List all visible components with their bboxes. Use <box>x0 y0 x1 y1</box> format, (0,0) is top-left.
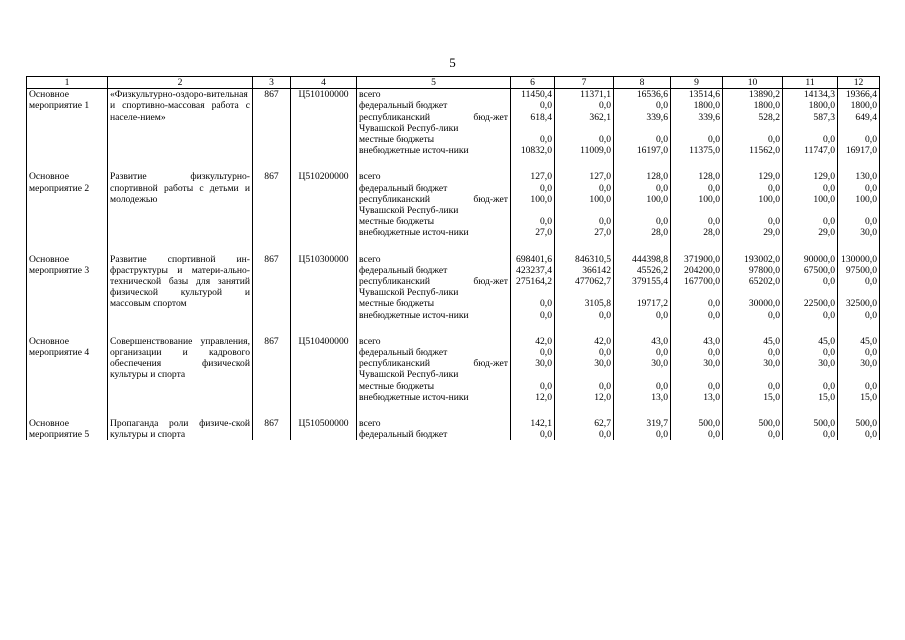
value-cell: 846310,5 <box>555 254 614 265</box>
source-cell: федеральный бюджет <box>357 347 511 358</box>
value-cell: 500,0 <box>723 418 783 429</box>
value-cell: 0,0 <box>671 134 723 145</box>
value-cell: 13,0 <box>671 392 723 403</box>
value-cell: 366142 <box>555 265 614 276</box>
value-cell: 19717,2 <box>614 298 671 309</box>
value-cell: 11450,4 <box>511 89 555 101</box>
value-cell: 30,0 <box>555 358 614 380</box>
spacer-cell <box>357 239 511 254</box>
column-number-header: 11 <box>783 77 838 89</box>
value-cell: 0,0 <box>671 183 723 194</box>
value-cell: 0,0 <box>614 381 671 392</box>
value-cell: 339,6 <box>614 112 671 134</box>
value-cell: 500,0 <box>838 418 880 429</box>
value-cell: 67500,0 <box>783 265 838 276</box>
value-cell: 0,0 <box>723 429 783 440</box>
value-cell: 444398,8 <box>614 254 671 265</box>
value-cell: 587,3 <box>783 112 838 134</box>
source-cell: всего <box>357 418 511 429</box>
value-cell: 90000,0 <box>783 254 838 265</box>
spacer-cell <box>291 239 357 254</box>
spacer-cell <box>555 156 614 171</box>
spacer-cell <box>253 156 291 171</box>
spacer-cell <box>555 321 614 336</box>
spacer-cell <box>291 403 357 418</box>
value-cell: 0,0 <box>614 100 671 111</box>
source-cell: федеральный бюджет <box>357 183 511 194</box>
value-cell: 204200,0 <box>671 265 723 276</box>
column-number-header: 7 <box>555 77 614 89</box>
value-cell: 43,0 <box>671 336 723 347</box>
table-body <box>27 89 880 441</box>
value-cell: 43,0 <box>614 336 671 347</box>
value-cell: 11371,1 <box>555 89 614 101</box>
spacer-cell <box>671 239 723 254</box>
value-cell: 0,0 <box>511 429 555 440</box>
code-cell: 867 <box>253 171 291 238</box>
activity-cell: Основное мероприятие 3 <box>27 254 108 321</box>
column-number-header: 8 <box>614 77 671 89</box>
value-cell: 0,0 <box>555 381 614 392</box>
spacer-cell <box>357 156 511 171</box>
column-number-header: 9 <box>671 77 723 89</box>
source-cell: внебюджетные источ-ники <box>357 310 511 321</box>
value-cell: 29,0 <box>723 227 783 238</box>
value-cell: 0,0 <box>783 183 838 194</box>
value-cell: 30,0 <box>614 358 671 380</box>
value-cell: 1800,0 <box>723 100 783 111</box>
value-cell: 16917,0 <box>838 145 880 156</box>
value-cell: 0,0 <box>614 429 671 440</box>
spacer-cell <box>614 321 671 336</box>
value-cell: 0,0 <box>671 310 723 321</box>
spacer-cell <box>253 403 291 418</box>
spacer-cell <box>253 239 291 254</box>
source-cell: всего <box>357 171 511 182</box>
column-number-header: 5 <box>357 77 511 89</box>
value-cell: 45,0 <box>723 336 783 347</box>
value-cell: 0,0 <box>838 134 880 145</box>
source-cell: внебюджетные источ-ники <box>357 227 511 238</box>
value-cell: 0,0 <box>723 381 783 392</box>
value-cell: 13,0 <box>614 392 671 403</box>
value-cell: 0,0 <box>614 216 671 227</box>
value-cell: 0,0 <box>783 347 838 358</box>
column-number-header: 12 <box>838 77 880 89</box>
value-cell: 0,0 <box>838 216 880 227</box>
value-cell: 0,0 <box>555 429 614 440</box>
value-cell: 29,0 <box>783 227 838 238</box>
spacer-cell <box>108 403 253 418</box>
spacer-cell <box>723 321 783 336</box>
spacer-cell <box>108 239 253 254</box>
spacer-cell <box>27 403 108 418</box>
value-cell: 13890,2 <box>723 89 783 101</box>
value-cell: 379155,4 <box>614 276 671 298</box>
header-row <box>27 77 880 89</box>
value-cell: 423237,4 <box>511 265 555 276</box>
description-cell: Развитие спортивной ин-фраструктуры и матери-ально-технической базы для занятий физической культурой и массовым спортом <box>108 254 253 321</box>
spacer-cell <box>838 239 880 254</box>
value-cell: 319,7 <box>614 418 671 429</box>
value-cell: 45,0 <box>838 336 880 347</box>
value-cell: 0,0 <box>555 183 614 194</box>
source-cell: федеральный бюджет <box>357 429 511 440</box>
spacer-cell <box>357 321 511 336</box>
spacer-cell <box>555 403 614 418</box>
value-cell: 16536,6 <box>614 89 671 101</box>
budget-table <box>26 76 880 440</box>
spacer-cell <box>614 156 671 171</box>
column-number-header: 1 <box>27 77 108 89</box>
value-cell: 128,0 <box>671 171 723 182</box>
spacer-cell <box>511 156 555 171</box>
value-cell: 649,4 <box>838 112 880 134</box>
value-cell: 14134,3 <box>783 89 838 101</box>
value-cell: 0,0 <box>511 347 555 358</box>
value-cell: 129,0 <box>783 171 838 182</box>
value-cell: 193002,0 <box>723 254 783 265</box>
value-cell: 0,0 <box>511 216 555 227</box>
value-cell: 371900,0 <box>671 254 723 265</box>
value-cell: 0,0 <box>511 310 555 321</box>
value-cell: 97500,0 <box>838 265 880 276</box>
value-cell: 0,0 <box>511 298 555 309</box>
code-cell: 867 <box>253 336 291 403</box>
value-cell: 477062,7 <box>555 276 614 298</box>
source-cell: местные бюджеты <box>357 134 511 145</box>
value-cell: 42,0 <box>555 336 614 347</box>
source-cell: всего <box>357 89 511 101</box>
spacer-cell <box>838 156 880 171</box>
source-cell: республиканский бюд-жет Чувашской Респуб-лики <box>357 276 511 298</box>
value-cell: 15,0 <box>783 392 838 403</box>
classification-cell: Ц510300000 <box>291 254 357 321</box>
source-cell: республиканский бюд-жет Чувашской Респуб-лики <box>357 112 511 134</box>
spacer-cell <box>291 321 357 336</box>
value-cell: 42,0 <box>511 336 555 347</box>
value-cell: 1800,0 <box>671 100 723 111</box>
table-row <box>27 171 880 182</box>
value-cell: 0,0 <box>783 381 838 392</box>
column-number-header: 2 <box>108 77 253 89</box>
value-cell: 100,0 <box>783 194 838 216</box>
value-cell: 129,0 <box>723 171 783 182</box>
value-cell: 0,0 <box>555 216 614 227</box>
classification-cell: Ц510200000 <box>291 171 357 238</box>
value-cell: 65202,0 <box>723 276 783 298</box>
spacer-cell <box>783 239 838 254</box>
group-spacer <box>27 403 880 418</box>
value-cell: 100,0 <box>555 194 614 216</box>
value-cell: 500,0 <box>783 418 838 429</box>
group-spacer <box>27 156 880 171</box>
column-number-header: 4 <box>291 77 357 89</box>
spacer-cell <box>783 403 838 418</box>
table-row <box>27 418 880 429</box>
value-cell: 62,7 <box>555 418 614 429</box>
value-cell: 0,0 <box>511 134 555 145</box>
value-cell: 0,0 <box>838 381 880 392</box>
spacer-cell <box>253 321 291 336</box>
spacer-cell <box>357 403 511 418</box>
spacer-cell <box>783 156 838 171</box>
column-number-header: 10 <box>723 77 783 89</box>
value-cell: 0,0 <box>783 276 838 298</box>
value-cell: 0,0 <box>671 347 723 358</box>
spacer-cell <box>511 321 555 336</box>
value-cell: 15,0 <box>723 392 783 403</box>
classification-cell: Ц510100000 <box>291 89 357 157</box>
value-cell: 0,0 <box>555 310 614 321</box>
spacer-cell <box>27 239 108 254</box>
value-cell: 142,1 <box>511 418 555 429</box>
spacer-cell <box>27 156 108 171</box>
value-cell: 0,0 <box>671 216 723 227</box>
activity-cell: Основное мероприятие 1 <box>27 89 108 157</box>
value-cell: 45526,2 <box>614 265 671 276</box>
value-cell: 339,6 <box>671 112 723 134</box>
value-cell: 15,0 <box>838 392 880 403</box>
value-cell: 0,0 <box>671 381 723 392</box>
value-cell: 0,0 <box>723 183 783 194</box>
value-cell: 0,0 <box>783 134 838 145</box>
value-cell: 97800,0 <box>723 265 783 276</box>
value-cell: 698401,6 <box>511 254 555 265</box>
value-cell: 1800,0 <box>783 100 838 111</box>
value-cell: 100,0 <box>838 194 880 216</box>
source-cell: внебюджетные источ-ники <box>357 145 511 156</box>
spacer-cell <box>511 403 555 418</box>
value-cell: 12,0 <box>555 392 614 403</box>
description-cell: Развитие физкультурно-спортивной работы с детьми и молодежью <box>108 171 253 238</box>
value-cell: 16197,0 <box>614 145 671 156</box>
value-cell: 0,0 <box>671 429 723 440</box>
table-row <box>27 254 880 265</box>
value-cell: 0,0 <box>511 381 555 392</box>
group-spacer <box>27 239 880 254</box>
activity-cell: Основное мероприятие 2 <box>27 171 108 238</box>
value-cell: 0,0 <box>838 310 880 321</box>
description-cell: Пропаганда роли физиче-ской культуры и спорта <box>108 418 253 440</box>
value-cell: 128,0 <box>614 171 671 182</box>
source-cell: местные бюджеты <box>357 216 511 227</box>
code-cell: 867 <box>253 89 291 157</box>
spacer-cell <box>108 321 253 336</box>
value-cell: 0,0 <box>838 429 880 440</box>
value-cell: 30000,0 <box>723 298 783 309</box>
value-cell: 11562,0 <box>723 145 783 156</box>
value-cell: 0,0 <box>723 347 783 358</box>
value-cell: 100,0 <box>614 194 671 216</box>
table-row <box>27 336 880 347</box>
spacer-cell <box>614 403 671 418</box>
value-cell: 0,0 <box>783 310 838 321</box>
value-cell: 22500,0 <box>783 298 838 309</box>
value-cell: 0,0 <box>614 183 671 194</box>
source-cell: федеральный бюджет <box>357 265 511 276</box>
activity-cell: Основное мероприятие 5 <box>27 418 108 440</box>
spacer-cell <box>671 321 723 336</box>
code-cell: 867 <box>253 418 291 440</box>
description-cell: Совершенствование управления, организации и кадрового обеспечения физической культуры и спорта <box>108 336 253 403</box>
spacer-cell <box>723 156 783 171</box>
activity-cell: Основное мероприятие 4 <box>27 336 108 403</box>
value-cell: 30,0 <box>723 358 783 380</box>
value-cell: 0,0 <box>723 216 783 227</box>
value-cell: 0,0 <box>838 347 880 358</box>
spacer-cell <box>671 156 723 171</box>
spacer-cell <box>614 239 671 254</box>
spacer-cell <box>723 403 783 418</box>
value-cell: 0,0 <box>783 429 838 440</box>
value-cell: 45,0 <box>783 336 838 347</box>
source-cell: всего <box>357 254 511 265</box>
value-cell: 27,0 <box>555 227 614 238</box>
value-cell: 127,0 <box>511 171 555 182</box>
spacer-cell <box>511 239 555 254</box>
value-cell: 10832,0 <box>511 145 555 156</box>
spacer-cell <box>723 239 783 254</box>
value-cell: 0,0 <box>838 276 880 298</box>
value-cell: 130,0 <box>838 171 880 182</box>
page-number: 5 <box>449 55 456 70</box>
value-cell: 0,0 <box>511 183 555 194</box>
value-cell: 130000,0 <box>838 254 880 265</box>
source-cell: всего <box>357 336 511 347</box>
value-cell: 618,4 <box>511 112 555 134</box>
source-cell: местные бюджеты <box>357 298 511 309</box>
value-cell: 3105,8 <box>555 298 614 309</box>
value-cell: 32500,0 <box>838 298 880 309</box>
value-cell: 167700,0 <box>671 276 723 298</box>
value-cell: 30,0 <box>783 358 838 380</box>
description-cell: «Физкультурно-оздоро-вительная и спортивно-массовая работа с населе-нием» <box>108 89 253 157</box>
value-cell: 1800,0 <box>838 100 880 111</box>
value-cell: 528,2 <box>723 112 783 134</box>
value-cell: 0,0 <box>614 134 671 145</box>
value-cell: 500,0 <box>671 418 723 429</box>
value-cell: 11375,0 <box>671 145 723 156</box>
classification-cell: Ц510500000 <box>291 418 357 440</box>
value-cell: 30,0 <box>838 227 880 238</box>
value-cell: 28,0 <box>671 227 723 238</box>
value-cell: 0,0 <box>783 216 838 227</box>
value-cell: 12,0 <box>511 392 555 403</box>
code-cell: 867 <box>253 254 291 321</box>
value-cell: 28,0 <box>614 227 671 238</box>
value-cell: 0,0 <box>614 310 671 321</box>
source-cell: внебюджетные источ-ники <box>357 392 511 403</box>
spacer-cell <box>838 321 880 336</box>
spacer-cell <box>108 156 253 171</box>
source-cell: республиканский бюд-жет Чувашской Респуб-лики <box>357 194 511 216</box>
group-spacer <box>27 321 880 336</box>
value-cell: 0,0 <box>555 100 614 111</box>
value-cell: 0,0 <box>555 134 614 145</box>
column-number-header: 6 <box>511 77 555 89</box>
value-cell: 0,0 <box>838 183 880 194</box>
table-row <box>27 89 880 101</box>
value-cell: 100,0 <box>723 194 783 216</box>
value-cell: 0,0 <box>723 310 783 321</box>
value-cell: 13514,6 <box>671 89 723 101</box>
value-cell: 0,0 <box>555 347 614 358</box>
value-cell: 127,0 <box>555 171 614 182</box>
value-cell: 0,0 <box>614 347 671 358</box>
spacer-cell <box>783 321 838 336</box>
value-cell: 19366,4 <box>838 89 880 101</box>
classification-cell: Ц510400000 <box>291 336 357 403</box>
value-cell: 11009,0 <box>555 145 614 156</box>
value-cell: 275164,2 <box>511 276 555 298</box>
value-cell: 27,0 <box>511 227 555 238</box>
spacer-cell <box>555 239 614 254</box>
value-cell: 30,0 <box>511 358 555 380</box>
spacer-cell <box>671 403 723 418</box>
value-cell: 0,0 <box>723 134 783 145</box>
spacer-cell <box>27 321 108 336</box>
column-number-header: 3 <box>253 77 291 89</box>
spacer-cell <box>838 403 880 418</box>
source-cell: федеральный бюджет <box>357 100 511 111</box>
value-cell: 0,0 <box>511 100 555 111</box>
value-cell: 100,0 <box>671 194 723 216</box>
source-cell: республиканский бюд-жет Чувашской Респуб-лики <box>357 358 511 380</box>
value-cell: 11747,0 <box>783 145 838 156</box>
value-cell: 362,1 <box>555 112 614 134</box>
value-cell: 30,0 <box>671 358 723 380</box>
spacer-cell <box>291 156 357 171</box>
source-cell: местные бюджеты <box>357 381 511 392</box>
value-cell: 30,0 <box>838 358 880 380</box>
value-cell: 100,0 <box>511 194 555 216</box>
value-cell: 0,0 <box>671 298 723 309</box>
